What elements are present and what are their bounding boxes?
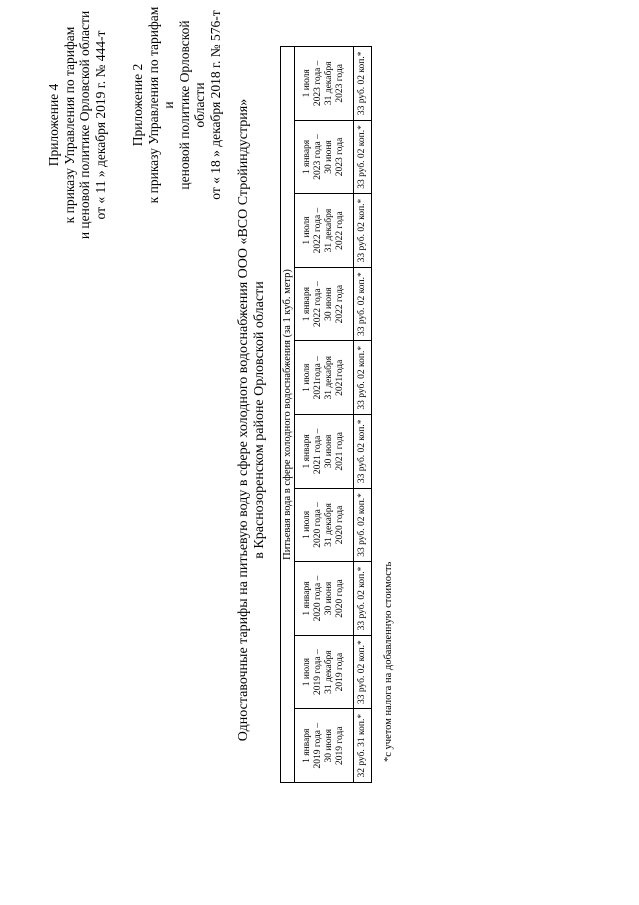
tariff-value-cell: 33 руб. 02 коп.* (354, 47, 372, 121)
period-line: 30 июня (324, 434, 334, 469)
tariff-value-cell: 32 руб. 31 коп.* (354, 709, 372, 783)
period-line: 1 июля (302, 658, 312, 687)
appendix-2-header (130, 5, 223, 205)
period-cell (295, 194, 354, 268)
footnote: *с учетом налога на добавленную стоимость (383, 561, 394, 762)
tariff-value-cell: 33 руб. 02 коп.* (354, 341, 372, 415)
period-cell (295, 562, 354, 636)
table-header: Питьевая вода в сфере холодного водоснабжения (за 1 куб. метр) (281, 47, 295, 783)
tariff-value-cell: 33 руб. 02 коп.* (354, 415, 372, 489)
period-line: 2022 года (335, 211, 345, 250)
period-cell (295, 47, 354, 121)
period-line: 2023 года – (313, 60, 323, 107)
period-line: 30 июня (324, 581, 334, 616)
period-line: 1 июля (302, 363, 312, 392)
tariff-value-cell: 33 руб. 02 коп.* (354, 635, 372, 709)
period-line: 2020 года – (313, 502, 323, 548)
period-line: 2020 года – (313, 575, 323, 622)
appendix-2-line: к приказу Управления по тарифам и (145, 6, 176, 204)
period-line: 2021 года – (313, 428, 323, 475)
period-line: 2023 года (335, 64, 345, 103)
period-line: 1 января (302, 139, 312, 175)
table-header-row (281, 47, 295, 783)
tariff-value-cell: 33 руб. 02 коп.* (354, 562, 372, 636)
period-line: 31 декабря (324, 355, 334, 400)
period-line: 2022 года – (313, 281, 323, 327)
period-line: 1 января (302, 581, 312, 616)
period-line: 30 июня (324, 728, 334, 763)
appendix-4-line: от « 11 » декабря 2019 г. № 444-т (92, 30, 108, 220)
period-line: 1 июля (302, 510, 312, 540)
period-line: 2021года – (313, 356, 323, 400)
period-line: 2019 года – (313, 722, 323, 769)
period-line: 2019 года – (313, 649, 323, 695)
period-cell (295, 120, 354, 194)
appendix-2-line: Приложение 2 (130, 63, 145, 147)
period-line: 1 января (302, 434, 312, 469)
period-line: 2020 года (335, 579, 345, 618)
period-line: 2022 года – (313, 207, 323, 254)
period-line: 2019 года (335, 726, 345, 765)
tariff-value-cell: 33 руб. 02 коп.* (354, 120, 372, 194)
period-cell (295, 635, 354, 709)
period-cell (295, 267, 354, 341)
period-line: 2019 года (335, 652, 345, 692)
period-line: 31 декабря (324, 503, 334, 547)
period-line: 2023 года – (313, 134, 323, 180)
period-cell (295, 341, 354, 415)
period-cell (295, 488, 354, 562)
document-title (236, 55, 268, 785)
appendix-4-header (46, 5, 108, 245)
period-line: 31 декабря (324, 208, 334, 253)
tariff-value-cell: 33 руб. 02 коп.* (354, 194, 372, 268)
appendix-4-line: Приложение 4 (46, 83, 61, 167)
period-line: 2023 года (335, 137, 345, 177)
title-line: Одноставочные тарифы на питьевую воду в сфере холодного водоснабжения ООО «ВСО Стройиндустрия» (236, 98, 251, 742)
table-value-row (354, 47, 372, 783)
period-line: 1 июля (302, 216, 312, 245)
period-line: 1 января (302, 728, 312, 763)
tariff-value-cell: 33 руб. 02 коп.* (354, 488, 372, 562)
appendix-4-line: и ценовой политике Орловской области (77, 10, 92, 240)
period-cell (295, 415, 354, 489)
period-line: 1 января (302, 287, 312, 322)
title-line: в Краснозоренском районе Орловской области (252, 281, 267, 559)
period-line: 2021года (335, 359, 345, 396)
period-line: 30 июня (324, 140, 334, 174)
tariff-value-cell: 33 руб. 02 коп.* (354, 267, 372, 341)
period-line: 31 декабря (324, 650, 334, 694)
appendix-4-line: к приказу Управления по тарифам (61, 26, 77, 224)
tariff-table (280, 46, 372, 783)
period-line: 2022 года (335, 284, 345, 324)
period-line: 31 декабря (324, 61, 334, 106)
period-cell (295, 709, 354, 783)
appendix-2-line: от « 18 » декабря 2018 г. № 576-т (207, 10, 223, 200)
period-line: 2021 года (335, 432, 345, 471)
appendix-2-line: ценовой политике Орловской области (176, 20, 207, 190)
table-period-row (295, 47, 354, 783)
period-line: 1 июля (302, 69, 312, 98)
period-line: 30 июня (324, 287, 334, 321)
period-line: 2020 года (335, 505, 345, 545)
